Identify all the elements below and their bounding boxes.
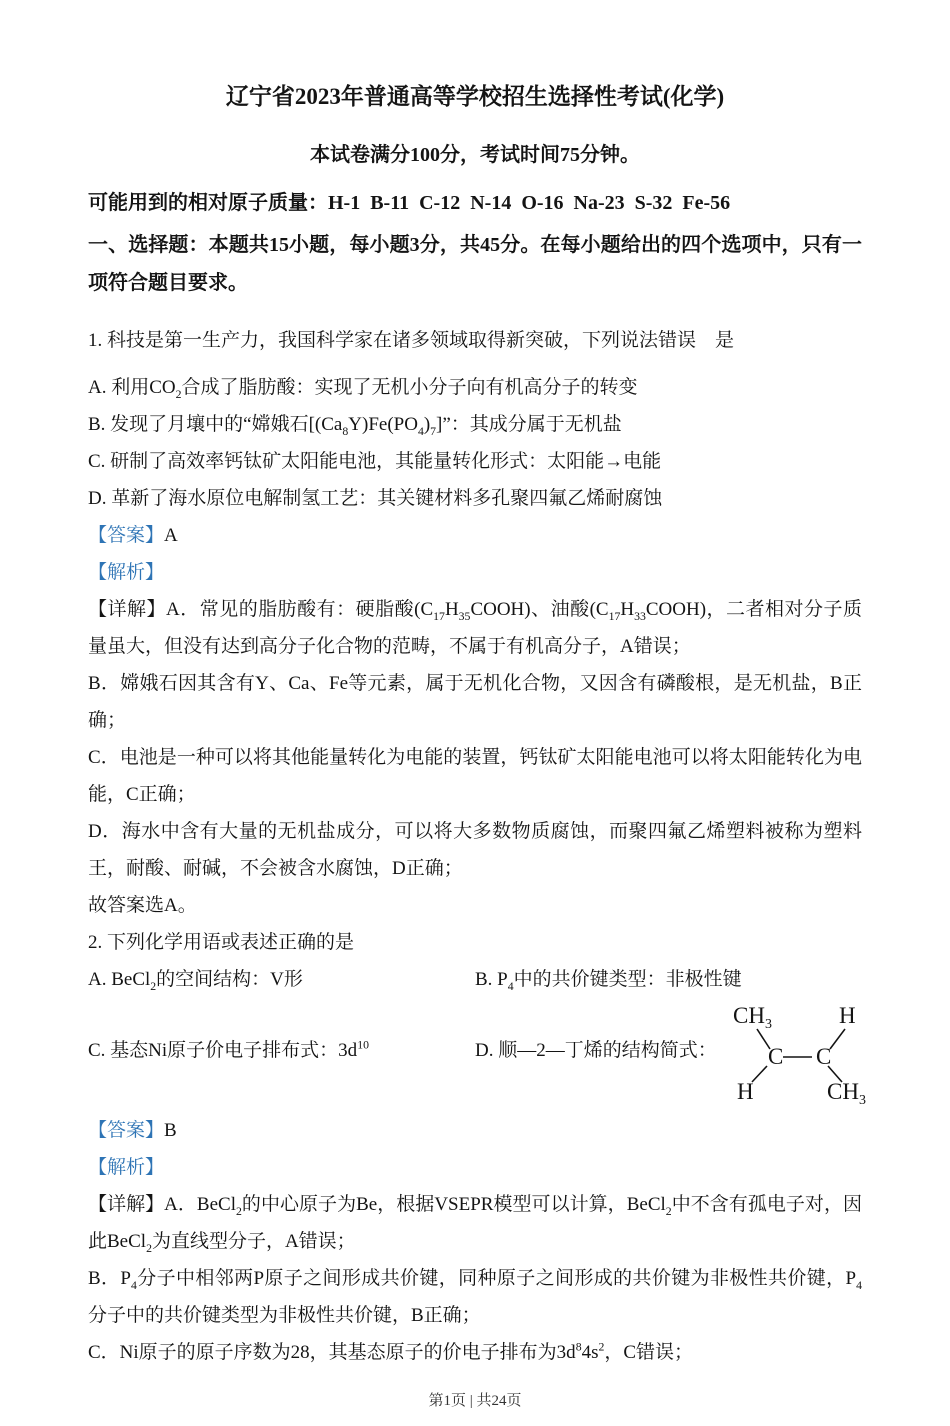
- question-1-detail-paragraph: 【详解】A．常见的脂肪酸有：硬脂酸$(C_{17}H_{35}COOH)$、油酸$(C_{17}H_{33}COOH)$，二者相对分子质量虽大，但没有达到高分子化合物的范畴，不属于有机高分子，A错误；: [88, 599, 862, 657]
- page-title: 辽宁省2023年普通高等学校招生选择性考试(化学): [225, 84, 725, 109]
- question-1-option-a: A. 利用$CO_2$合成了脂肪酸：实现了无机小分子向有机高分子的转变: [88, 377, 638, 401]
- question-1-detail-paragraph: 故答案选A。: [88, 895, 197, 916]
- answer-label: 【答案】: [88, 525, 165, 546]
- question-1-detail-paragraph: B．嫦娥石因其含有Y、Ca、Fe等元素，属于无机化合物，又因含有磷酸根，是无机盐，B正确；: [88, 673, 862, 731]
- question-1-option-d: D. 革新了海水原位电解制氢工艺：其关键材料多孔聚四氟乙烯耐腐蚀: [88, 488, 663, 509]
- question-1-stem: 1. 科技是第一生产力，我国科学家在诸多领域取得新突破，下列说法错误 是: [88, 330, 735, 351]
- exam-document-page: [0, 82, 950, 1426]
- question-2-option-a: A. BeCl$_2$的空间结构：V形: [88, 969, 303, 993]
- question-1-analysis-line: [88, 554, 862, 591]
- question-2-detail-paragraph: C．Ni原子的原子序数为28，其基态原子的价电子排布为$3d^84s^2$，C错误；: [88, 1340, 694, 1363]
- question-1-answer-line: [88, 517, 862, 554]
- atom-label-h-top-right: H: [838, 1003, 856, 1028]
- question-1-option-b: B. 发现了月壤中的“嫦娥石$[(Ca_8Y)Fe(PO_4)_7]$”：其成分属于无机盐: [88, 414, 622, 438]
- question-2-answer-line: [88, 1112, 862, 1149]
- question-2-detail-paragraph: 【详解】A．BeCl$_2$的中心原子为Be，根据VSEPR模型可以计算，BeCl$_2$中不含有孤电子对，因此BeCl$_2$为直线型分子，A错误；: [88, 1194, 862, 1255]
- question-2-analysis-line: [88, 1149, 862, 1186]
- page-footer: 第1页 | 共24页: [428, 1393, 522, 1409]
- question-1-detail-paragraph: D．海水中含有大量的无机盐成分，可以将大多数物质腐蚀，而聚四氟乙烯塑料被称为塑料王，耐酸、耐碱，不会被含水腐蚀，D正确；: [88, 821, 862, 879]
- atom-label-carbon-right: C: [815, 1044, 832, 1069]
- answer-label: 【答案】: [88, 1120, 165, 1141]
- question-2-option-d-text: D. 顺—2—丁烯的结构简式：: [475, 1039, 717, 1061]
- bond-h-to-right-carbon: [830, 1029, 845, 1049]
- question-2-option-d: [475, 998, 879, 1108]
- section-1-header: 一、选择题：本题共15小题，每小题3分，共45分。在每小题给出的四个选项中，只有一项符合题目要求。: [88, 234, 862, 294]
- analysis-label: 【解析】: [88, 562, 165, 583]
- atomic-masses-line: 可能用到的相对原子质量：H-1 B-11 C-12 N-14 O-16 Na-23 S-32 Fe-56: [88, 192, 731, 214]
- atom-label-h-bottom-left: H: [736, 1079, 754, 1104]
- atom-label-ch3-bottom-right: $CH_3$: [826, 1079, 866, 1108]
- bond-h-to-left-carbon: [752, 1066, 767, 1082]
- question-1-detail-paragraph: C．电池是一种可以将其他能量转化为电能的装置，钙钛矿太阳能电池可以将太阳能转化为电能，C正确；: [88, 747, 862, 805]
- question-2-detail-paragraph: B．$P_4$分子中相邻两P原子之间形成共价键，同种原子之间形成的共价键为非极性共价键，$P_4$分子中的共价键类型为非极性共价键，B正确；: [88, 1268, 862, 1326]
- exam-subtitle: 本试卷满分100分，考试时间75分钟。: [310, 144, 640, 166]
- analysis-label: 【解析】: [88, 1157, 165, 1178]
- butene-structure-diagram: [721, 998, 879, 1108]
- question-2-stem: 2. 下列化学用语或表述正确的是: [88, 932, 355, 953]
- question-2-options-row-1: [88, 961, 862, 998]
- atom-label-carbon-left: C: [767, 1044, 784, 1069]
- question-2-answer-value: B: [164, 1120, 177, 1141]
- document-content: [0, 82, 950, 1371]
- question-2-options-row-2: [88, 998, 866, 1108]
- question-1-option-c: C. 研制了高效率钙钛矿太阳能电池，其能量转化形式：太阳能→电能: [88, 451, 662, 472]
- question-1-answer-value: A: [164, 525, 178, 546]
- question-2-option-b: B. $P_4$中的共价键类型：非极性键: [475, 969, 742, 993]
- question-2-option-c: C. 基态Ni原子价电子排布式：$3d^{10}$: [88, 1038, 369, 1061]
- atom-label-ch3-top-left: $CH_3$: [732, 1003, 772, 1032]
